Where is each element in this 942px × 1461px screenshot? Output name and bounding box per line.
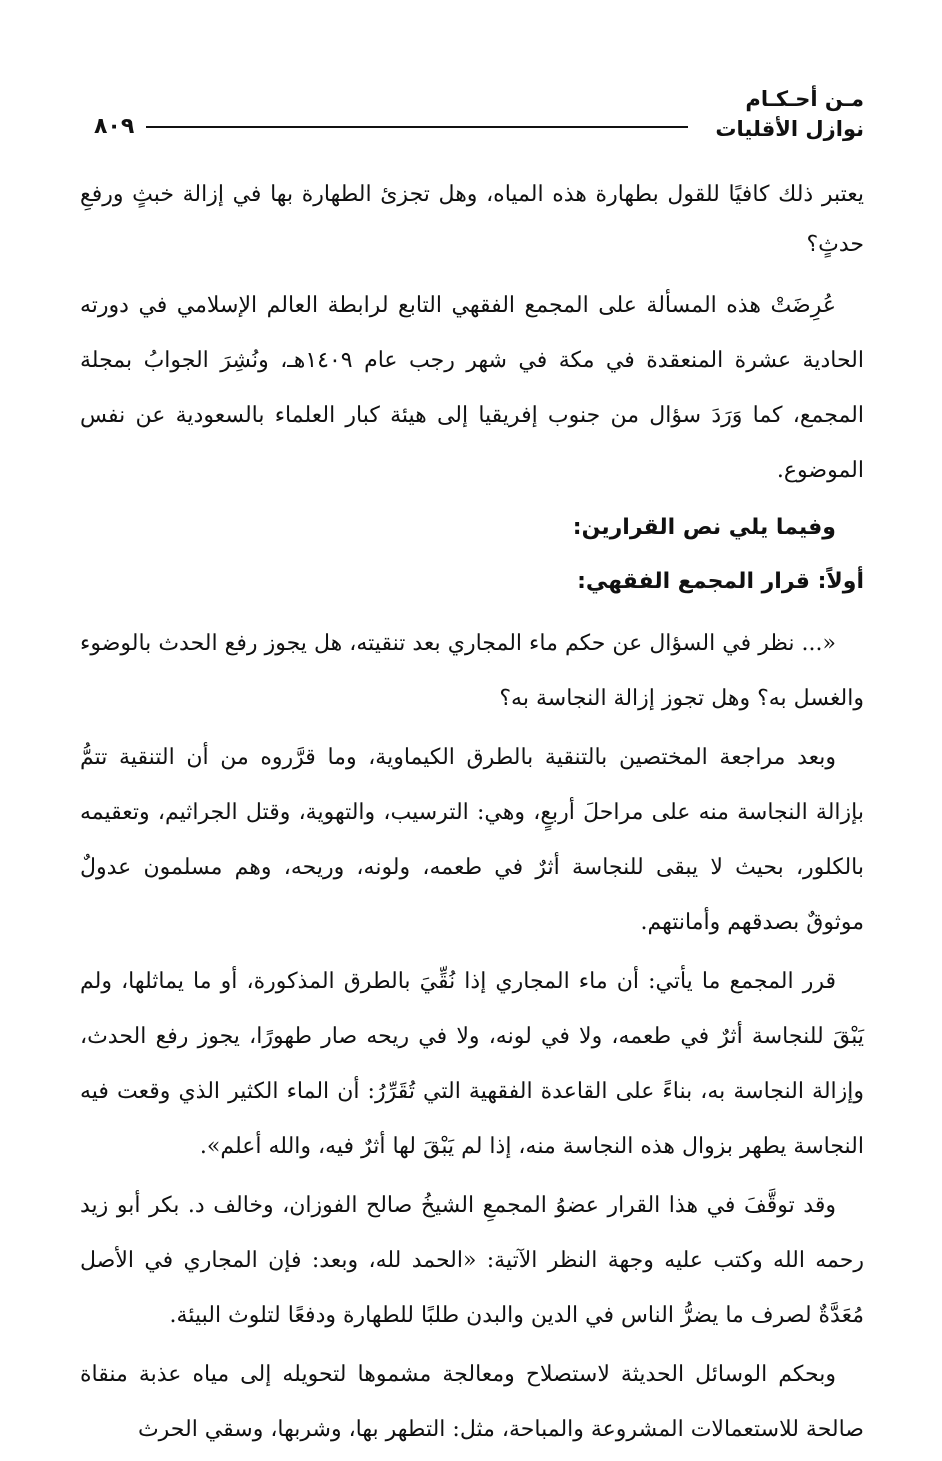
paragraph-1: يعتبر ذلك كافيًا للقول بطهارة هذه المياه، وهل تجزئ الطهارة بها في إزالة خبثٍ ورفعِ حدثٍ؟ [80,182,864,257]
paragraph-2: عُرِضَتْ هذه المسألة على المجمع الفقهي التابع لرابطة العالم الإسلامي في دورته الحادية عشرة المنعقدة في مكة في شهر رجب عام ١٤٠٩هـ، ونُشِرَ الجوابُ بمجلة المجمع، كما وَرَدَ سؤال من جنوب إفريقيا إلى هيئة كبار العلماء بالسعودية عن نفس الموضوع. [80,293,864,483]
header-rule [146,126,688,128]
book-title-line1: مـن أحـكـام [745,87,864,111]
paragraph-4: وبعد مراجعة المختصين بالتنقية بالطرق الكيماوية، وما قرَّروه من أن التنقية تتمُّ بإزالة النجاسة منه على مراحلَ أربعٍ، وهي: الترسيب، والتهوية، وقتل الجراثيم، وتعقيمه بالكلور، بحيث لا يبقى للنجاسة أثرٌ في طعمه، ولونه، وريحه، وهم مسلمون عدولٌ موثوقٌ بصدقهم وأمانتهم. [80,745,864,935]
paragraph-7: وبحكم الوسائل الحديثة لاستصلاح ومعالجة مشموها لتحويله إلى مياه عذبة منقاة صالحة للاستعمالات المشروعة والمباحة، مثل: التطهر بها، وشربها، وسقي الحرث [80,1362,864,1442]
paragraph-6: وقد توقَّفَ في هذا القرار عضوُ المجمعِ الشيخُ صالح الفوزان، وخالف د. بكر أبو زيد رحمه الله وكتب عليه وجهة النظر الآتية: «الحمد لله، وبعد: فإن المجاري في الأصل مُعَدَّةٌ لصرف ما يضرُّ الناس في الدين والبدن طلبًا للطهارة ودفعًا لتلوث البيئة. [80,1193,865,1328]
lead-line: وفيما يلي نص القرارين: [572,515,836,540]
section-heading: أولاً: قرار المجمع الفقهي: [577,569,864,594]
page-number: ٨٠٩ [94,114,135,139]
paragraph-3: «... نظر في السؤال عن حكم ماء المجاري بعد تنقيته، هل يجوز رفع الحدث بالوضوء والغسل به؟ وهل تجوز إزالة النجاسة به؟ [80,631,864,711]
page-body [80,170,864,1461]
paragraph-5: قرر المجمع ما يأتي: أن ماء المجاري إذا نُقِّيَ بالطرق المذكورة، أو ما يماثلها، ولم يَبْقَ للنجاسة أثرٌ في طعمه، ولا في لونه، ولا في ريحه صار طهورًا، يجوز رفع الحدث، وإزالة النجاسة به، بناءً على القاعدة الفقهية التي تُقَرِّرُ: أن الماء الكثير الذي وقعت فيه النجاسة يطهر بزوال هذه النجاسة منه، إذا لم يَبْقَ لها أثرٌ فيه، والله أعلم». [80,969,864,1159]
book-title-line2: نوازل الأقليات [715,117,864,141]
book-title [715,84,864,144]
page-header [94,84,864,154]
